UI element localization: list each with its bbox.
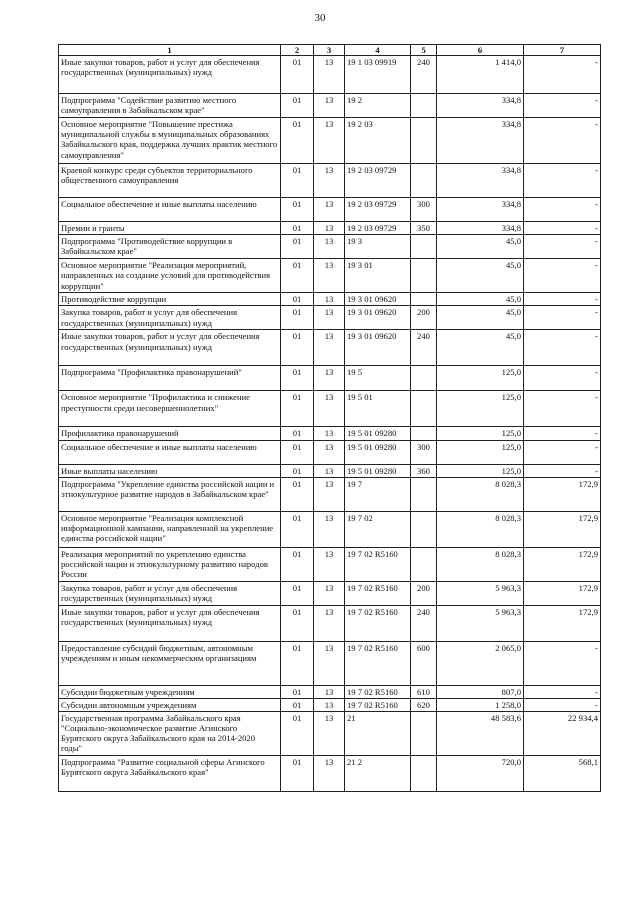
- row-amount-cell: 807,0: [437, 685, 524, 698]
- row-csr-cell: 19 3 01: [345, 259, 411, 293]
- page-number: 30: [314, 12, 326, 24]
- row-name-cell: Подпрограмма "Профилактика правонарушений": [59, 366, 281, 391]
- row-name-cell: Субсидии бюджетным учреждениям: [59, 685, 281, 698]
- row-rz-cell: 01: [281, 755, 314, 791]
- row-vr-cell: [411, 293, 437, 306]
- row-csr-cell: 19 2 03 09729: [345, 198, 411, 222]
- budget-table: [58, 44, 601, 792]
- row-extra-cell: -: [524, 464, 601, 477]
- row-pr-cell: 13: [314, 464, 345, 477]
- row-csr-cell: 19 3: [345, 235, 411, 259]
- col-header-csr: 4: [345, 45, 411, 56]
- table-row: [59, 306, 601, 330]
- row-extra-cell: -: [524, 440, 601, 464]
- row-pr-cell: 13: [314, 306, 345, 330]
- row-amount-cell: 8 028,3: [437, 477, 524, 511]
- row-rz-cell: 01: [281, 477, 314, 511]
- row-amount-cell: 720,0: [437, 755, 524, 791]
- row-extra-cell: -: [524, 94, 601, 118]
- row-name-cell: Социальное обеспечение и иные выплаты населению: [59, 440, 281, 464]
- row-vr-cell: [411, 547, 437, 581]
- row-name-cell: Иные закупки товаров, работ и услуг для обеспечения государственных (муниципальных) нужд: [59, 605, 281, 641]
- table-row: [59, 222, 601, 235]
- row-csr-cell: 19 5 01 09280: [345, 440, 411, 464]
- col-header-pr: 3: [314, 45, 345, 56]
- row-name-cell: Субсидии автономным учреждениям: [59, 698, 281, 711]
- row-csr-cell: 19 5 01: [345, 391, 411, 427]
- row-amount-cell: 8 028,3: [437, 547, 524, 581]
- row-extra-cell: -: [524, 235, 601, 259]
- row-extra-cell: 172,9: [524, 547, 601, 581]
- row-pr-cell: 13: [314, 56, 345, 94]
- table-row: [59, 94, 601, 118]
- row-amount-cell: 45,0: [437, 293, 524, 306]
- row-amount-cell: 334,8: [437, 198, 524, 222]
- row-name-cell: Противодействие коррупции: [59, 293, 281, 306]
- row-csr-cell: 19 7 02 R5160: [345, 581, 411, 605]
- row-pr-cell: 13: [314, 235, 345, 259]
- row-name-cell: Подпрограмма "Развитие социальной сферы Агинского Бурятского округа Забайкальского края": [59, 755, 281, 791]
- table-row: [59, 427, 601, 440]
- row-pr-cell: 13: [314, 366, 345, 391]
- row-rz-cell: 01: [281, 685, 314, 698]
- row-extra-cell: 172,9: [524, 581, 601, 605]
- row-vr-cell: 300: [411, 198, 437, 222]
- row-csr-cell: 19 5 01 09280: [345, 464, 411, 477]
- row-extra-cell: -: [524, 306, 601, 330]
- row-csr-cell: 19 2 03: [345, 118, 411, 164]
- row-name-cell: Профилактика правонарушений: [59, 427, 281, 440]
- row-pr-cell: 13: [314, 391, 345, 427]
- row-vr-cell: 300: [411, 440, 437, 464]
- row-pr-cell: 13: [314, 685, 345, 698]
- row-csr-cell: 19 7 02 R5160: [345, 685, 411, 698]
- col-header-name: 1: [59, 45, 281, 56]
- row-amount-cell: 2 065,0: [437, 641, 524, 685]
- row-pr-cell: 13: [314, 755, 345, 791]
- row-vr-cell: 240: [411, 56, 437, 94]
- table-row: [59, 259, 601, 293]
- row-extra-cell: 22 934,4: [524, 711, 601, 755]
- table-row: [59, 391, 601, 427]
- row-extra-cell: -: [524, 427, 601, 440]
- row-rz-cell: 01: [281, 118, 314, 164]
- table-row: [59, 198, 601, 222]
- row-rz-cell: 01: [281, 94, 314, 118]
- table-row: [59, 366, 601, 391]
- col-header-amount: 6: [437, 45, 524, 56]
- row-rz-cell: 01: [281, 511, 314, 547]
- row-vr-cell: [411, 427, 437, 440]
- row-vr-cell: 200: [411, 306, 437, 330]
- row-rz-cell: 01: [281, 222, 314, 235]
- table-row: [59, 581, 601, 605]
- row-vr-cell: [411, 235, 437, 259]
- row-pr-cell: 13: [314, 440, 345, 464]
- row-name-cell: Основное мероприятие "Повышение престижа муниципальной службы в муниципальных образованиях Забайкальского края, поддержка лучших практик местного самоуправления": [59, 118, 281, 164]
- row-rz-cell: 01: [281, 56, 314, 94]
- row-amount-cell: 45,0: [437, 235, 524, 259]
- row-rz-cell: 01: [281, 547, 314, 581]
- table-row: [59, 547, 601, 581]
- row-amount-cell: 45,0: [437, 306, 524, 330]
- row-rz-cell: 01: [281, 581, 314, 605]
- row-name-cell: Краевой конкурс среди субъектов территориального общественного самоуправления: [59, 164, 281, 198]
- row-pr-cell: 13: [314, 94, 345, 118]
- row-csr-cell: 19 5: [345, 366, 411, 391]
- row-csr-cell: 19 7 02 R5160: [345, 698, 411, 711]
- table-header-row: [59, 45, 601, 56]
- row-extra-cell: -: [524, 198, 601, 222]
- row-rz-cell: 01: [281, 427, 314, 440]
- row-pr-cell: 13: [314, 698, 345, 711]
- row-pr-cell: 13: [314, 293, 345, 306]
- row-vr-cell: [411, 391, 437, 427]
- row-vr-cell: [411, 755, 437, 791]
- row-extra-cell: 172,9: [524, 477, 601, 511]
- row-name-cell: Премии и гранты: [59, 222, 281, 235]
- table-row: [59, 685, 601, 698]
- table-row: [59, 605, 601, 641]
- row-name-cell: Основное мероприятие "Реализация мероприятий, направленных на создание условий для противодействия коррупции": [59, 259, 281, 293]
- row-csr-cell: 19 7 02 R5160: [345, 641, 411, 685]
- table-row: [59, 464, 601, 477]
- row-csr-cell: 19 7 02 R5160: [345, 547, 411, 581]
- row-name-cell: Основное мероприятие "Профилактика и снижение преступности среди несовершеннолетних": [59, 391, 281, 427]
- row-amount-cell: 8 028,3: [437, 511, 524, 547]
- row-amount-cell: 125,0: [437, 440, 524, 464]
- row-amount-cell: 48 583,6: [437, 711, 524, 755]
- row-extra-cell: -: [524, 56, 601, 94]
- row-pr-cell: 13: [314, 581, 345, 605]
- row-csr-cell: 19 2 03 09729: [345, 222, 411, 235]
- row-vr-cell: [411, 511, 437, 547]
- row-csr-cell: 19 7: [345, 477, 411, 511]
- table-row: [59, 440, 601, 464]
- table-row: [59, 293, 601, 306]
- row-pr-cell: 13: [314, 118, 345, 164]
- row-rz-cell: 01: [281, 711, 314, 755]
- row-vr-cell: [411, 259, 437, 293]
- row-pr-cell: 13: [314, 259, 345, 293]
- row-amount-cell: 125,0: [437, 464, 524, 477]
- row-rz-cell: 01: [281, 235, 314, 259]
- col-header-extra: 7: [524, 45, 601, 56]
- row-pr-cell: 13: [314, 605, 345, 641]
- row-extra-cell: -: [524, 391, 601, 427]
- row-name-cell: Реализация мероприятий по укреплению единства российской нации и этнокультурному развитию народов России: [59, 547, 281, 581]
- row-pr-cell: 13: [314, 427, 345, 440]
- table-row: [59, 235, 601, 259]
- row-amount-cell: 334,8: [437, 118, 524, 164]
- table-row: [59, 330, 601, 366]
- row-name-cell: Закупка товаров, работ и услуг для обеспечения государственных (муниципальных) нужд: [59, 306, 281, 330]
- row-vr-cell: 360: [411, 464, 437, 477]
- row-name-cell: Иные выплаты населению: [59, 464, 281, 477]
- row-extra-cell: -: [524, 366, 601, 391]
- row-vr-cell: 240: [411, 330, 437, 366]
- row-name-cell: Подпрограмма "Содействие развитию местного самоуправления в Забайкальском крае": [59, 94, 281, 118]
- row-extra-cell: -: [524, 641, 601, 685]
- row-amount-cell: 45,0: [437, 330, 524, 366]
- row-csr-cell: 19 1 03 09919: [345, 56, 411, 94]
- row-csr-cell: 19 7 02: [345, 511, 411, 547]
- row-csr-cell: 19 3 01 09620: [345, 293, 411, 306]
- row-csr-cell: 19 5 01 09280: [345, 427, 411, 440]
- table-row: [59, 641, 601, 685]
- row-rz-cell: 01: [281, 605, 314, 641]
- row-extra-cell: 172,9: [524, 511, 601, 547]
- row-amount-cell: 1 414,0: [437, 56, 524, 94]
- row-pr-cell: 13: [314, 641, 345, 685]
- row-name-cell: Подпрограмма "Укрепление единства российской нации и этнокультурное развитие народов в Забайкальском крае": [59, 477, 281, 511]
- row-name-cell: Социальное обеспечение и иные выплаты населению: [59, 198, 281, 222]
- row-amount-cell: 334,8: [437, 94, 524, 118]
- table-row: [59, 164, 601, 198]
- row-pr-cell: 13: [314, 198, 345, 222]
- row-pr-cell: 13: [314, 547, 345, 581]
- row-vr-cell: [411, 94, 437, 118]
- row-name-cell: Иные закупки товаров, работ и услуг для обеспечения государственных (муниципальных) нужд: [59, 330, 281, 366]
- row-rz-cell: 01: [281, 164, 314, 198]
- row-rz-cell: 01: [281, 259, 314, 293]
- row-extra-cell: -: [524, 685, 601, 698]
- row-pr-cell: 13: [314, 330, 345, 366]
- row-amount-cell: 1 258,0: [437, 698, 524, 711]
- table-row: [59, 511, 601, 547]
- row-extra-cell: 172,9: [524, 605, 601, 641]
- row-rz-cell: 01: [281, 464, 314, 477]
- table-row: [59, 755, 601, 791]
- row-csr-cell: 21: [345, 711, 411, 755]
- row-vr-cell: 620: [411, 698, 437, 711]
- table-row: [59, 698, 601, 711]
- row-csr-cell: 21 2: [345, 755, 411, 791]
- row-csr-cell: 19 3 01 09620: [345, 330, 411, 366]
- table-row: [59, 118, 601, 164]
- row-vr-cell: [411, 366, 437, 391]
- row-pr-cell: 13: [314, 711, 345, 755]
- row-vr-cell: 240: [411, 605, 437, 641]
- row-rz-cell: 01: [281, 440, 314, 464]
- table-row: [59, 477, 601, 511]
- row-name-cell: Основное мероприятие "Реализация комплексной информационной кампании, направленной на укрепление единства российской нации": [59, 511, 281, 547]
- row-pr-cell: 13: [314, 477, 345, 511]
- row-vr-cell: 610: [411, 685, 437, 698]
- row-amount-cell: 125,0: [437, 391, 524, 427]
- row-vr-cell: 350: [411, 222, 437, 235]
- row-amount-cell: 45,0: [437, 259, 524, 293]
- row-vr-cell: [411, 477, 437, 511]
- row-pr-cell: 13: [314, 511, 345, 547]
- row-vr-cell: 600: [411, 641, 437, 685]
- row-amount-cell: 5 963,3: [437, 605, 524, 641]
- row-csr-cell: 19 2: [345, 94, 411, 118]
- row-amount-cell: 125,0: [437, 366, 524, 391]
- row-name-cell: Закупка товаров, работ и услуг для обеспечения государственных (муниципальных) нужд: [59, 581, 281, 605]
- row-rz-cell: 01: [281, 293, 314, 306]
- row-extra-cell: -: [524, 222, 601, 235]
- row-csr-cell: 19 3 01 09620: [345, 306, 411, 330]
- row-vr-cell: [411, 711, 437, 755]
- row-extra-cell: 568,1: [524, 755, 601, 791]
- row-csr-cell: 19 2 03 09729: [345, 164, 411, 198]
- row-csr-cell: 19 7 02 R5160: [345, 605, 411, 641]
- row-extra-cell: -: [524, 698, 601, 711]
- table-row: [59, 711, 601, 755]
- row-vr-cell: [411, 164, 437, 198]
- row-amount-cell: 125,0: [437, 427, 524, 440]
- row-pr-cell: 13: [314, 164, 345, 198]
- row-rz-cell: 01: [281, 698, 314, 711]
- row-extra-cell: -: [524, 164, 601, 198]
- row-amount-cell: 5 963,3: [437, 581, 524, 605]
- row-extra-cell: -: [524, 330, 601, 366]
- row-extra-cell: -: [524, 259, 601, 293]
- row-vr-cell: 200: [411, 581, 437, 605]
- row-rz-cell: 01: [281, 391, 314, 427]
- row-name-cell: Государственная программа Забайкальского края "Социально-экономическое развитие Агинского Бурятского округа Забайкальского края на 2014-2020 годы": [59, 711, 281, 755]
- row-amount-cell: 334,8: [437, 222, 524, 235]
- col-header-rz: 2: [281, 45, 314, 56]
- table-row: [59, 56, 601, 94]
- row-amount-cell: 334,8: [437, 164, 524, 198]
- row-extra-cell: -: [524, 118, 601, 164]
- row-rz-cell: 01: [281, 330, 314, 366]
- row-vr-cell: [411, 118, 437, 164]
- row-rz-cell: 01: [281, 641, 314, 685]
- row-name-cell: Иные закупки товаров, работ и услуг для обеспечения государственных (муниципальных) нужд: [59, 56, 281, 94]
- row-rz-cell: 01: [281, 198, 314, 222]
- row-rz-cell: 01: [281, 366, 314, 391]
- row-extra-cell: -: [524, 293, 601, 306]
- col-header-vr: 5: [411, 45, 437, 56]
- row-name-cell: Подпрограмма "Противодействие коррупции в Забайкальском крае": [59, 235, 281, 259]
- row-name-cell: Предоставление субсидий бюджетным, автономным учреждениям и иным некоммерческим организациям: [59, 641, 281, 685]
- row-rz-cell: 01: [281, 306, 314, 330]
- row-pr-cell: 13: [314, 222, 345, 235]
